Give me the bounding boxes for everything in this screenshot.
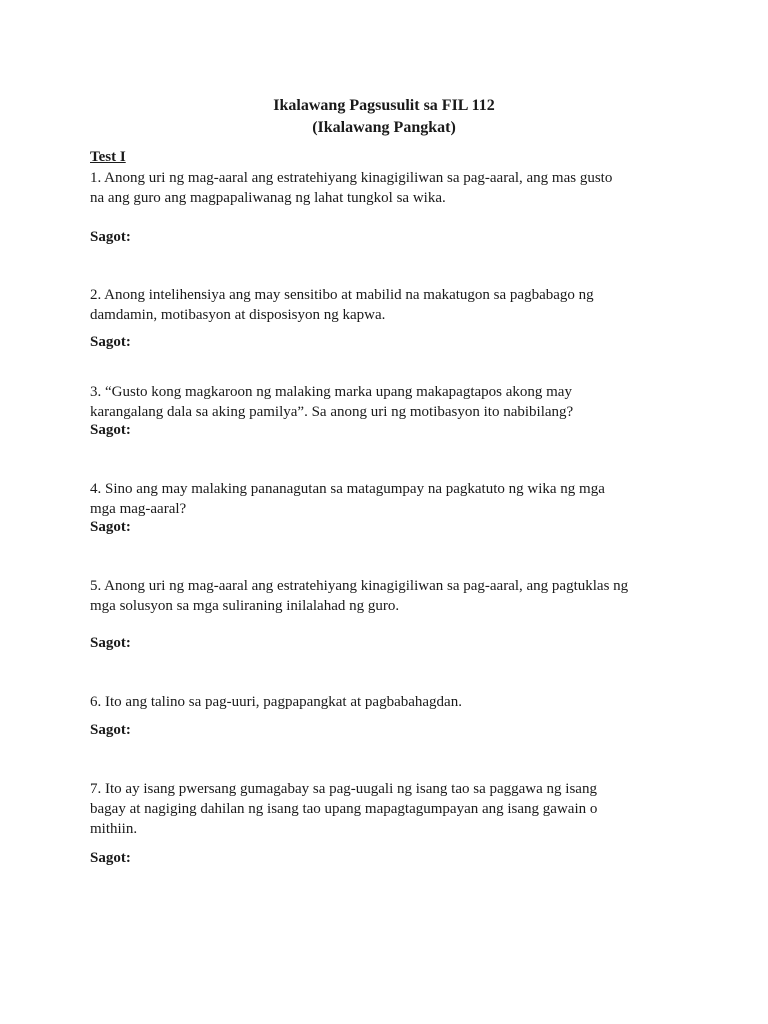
section-heading: Test I bbox=[90, 149, 126, 165]
question-line: mga solusyon sa mga suliraning inilalahad ng guro. bbox=[90, 598, 400, 614]
answer-label-4: Sagot: bbox=[90, 519, 131, 535]
question-line: 6. Ito ang talino sa pag-uuri, pagpapangkat at pagbabahagdan. bbox=[90, 694, 462, 710]
question-line: na ang guro ang magpapaliwanag ng lahat tungkol sa wika. bbox=[90, 190, 446, 206]
answer-label-3: Sagot: bbox=[90, 422, 131, 438]
question-line: mga mag-aaral? bbox=[90, 501, 187, 517]
question-6 bbox=[90, 692, 690, 712]
question-line: 7. Ito ay isang pwersang gumagabay sa pag-uugali ng isang tao sa paggawa ng isang bbox=[90, 781, 597, 797]
question-2 bbox=[90, 285, 690, 325]
document-subtitle: (Ikalawang Pangkat) bbox=[312, 119, 456, 136]
question-7 bbox=[90, 779, 690, 839]
question-line: 4. Sino ang may malaking pananagutan sa matagumpay na pagkatuto ng wika ng mga bbox=[90, 481, 605, 497]
answer-label-5: Sagot: bbox=[90, 635, 131, 651]
answer-label-6: Sagot: bbox=[90, 722, 131, 738]
question-line: 5. Anong uri ng mag-aaral ang estratehiyang kinagigiliwan sa pag-aaral, ang pagtuklas ng bbox=[90, 578, 629, 594]
question-4 bbox=[90, 479, 690, 519]
question-line: 3. “Gusto kong magkaroon ng malaking marka upang makapagtapos akong may bbox=[90, 384, 572, 400]
question-line: bagay at nagiging dahilan ng isang tao upang mapagtagumpayan ang isang gawain o bbox=[90, 801, 598, 817]
question-3 bbox=[90, 382, 690, 422]
answer-label-1: Sagot: bbox=[90, 229, 131, 245]
question-line: mithiin. bbox=[90, 821, 138, 837]
answer-label-7: Sagot: bbox=[90, 850, 131, 866]
question-line: damdamin, motibasyon at disposisyon ng kapwa. bbox=[90, 307, 386, 323]
question-line: 2. Anong intelihensiya ang may sensitibo at mabilid na makatugon sa pagbabago ng bbox=[90, 287, 594, 303]
answer-label-2: Sagot: bbox=[90, 334, 131, 350]
question-5 bbox=[90, 576, 690, 616]
question-line: karangalang dala sa aking pamilya”. Sa anong uri ng motibasyon ito nabibilang? bbox=[90, 404, 574, 420]
document-title: Ikalawang Pagsusulit sa FIL 112 bbox=[273, 97, 495, 114]
question-1 bbox=[90, 168, 690, 208]
question-line: 1. Anong uri ng mag-aaral ang estratehiyang kinagigiliwan sa pag-aaral, ang mas gusto bbox=[90, 170, 613, 186]
